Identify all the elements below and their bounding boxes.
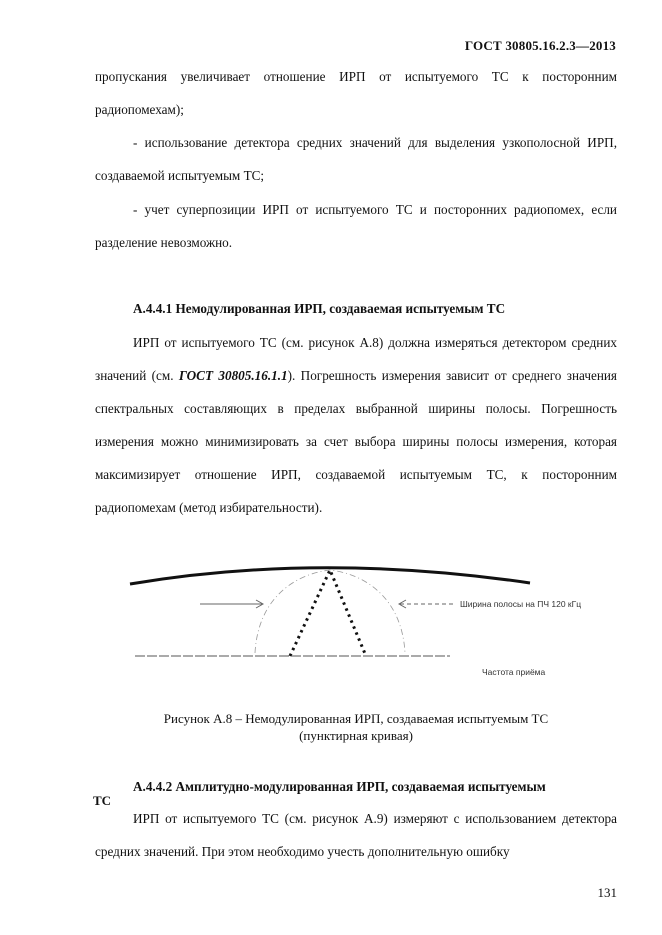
caption-line-1: Рисунок А.8 – Немодулированная ИРП, создаваемая испытуемым ТС: [163, 711, 549, 726]
list-item-detector: - использование детектора средних значений для выделения узкополосной ИРП, создаваемой испытуемым ТС;: [95, 135, 617, 183]
paragraph-a441-text-b: ). Погрешность измерения зависит от среднего значения спектральных составляющих в пределах выбранной ширины полосы. Погрешность измерения можно минимизировать за счет выбора ширины полосы измерения, которая максимизирует отношение ИРП, создаваемой испытуемым ТС, к посторонним радиопомехам (метод избирательности).: [95, 368, 617, 515]
standard-reference: ГОСТ 30805.16.1.1: [178, 368, 288, 383]
page-number: 131: [597, 885, 617, 900]
bandwidth-label: Ширина полосы на ПЧ 120 кГц: [460, 599, 582, 609]
section-heading-a441: А.4.4.1 Немодулированная ИРП, создаваемая испытуемым ТС: [133, 301, 506, 316]
document-code-header: ГОСТ 30805.16.2.3—2013: [464, 38, 616, 53]
figure-a8-spectrum-diagram: [120, 558, 582, 688]
if-filter-passband-curve: [255, 570, 405, 653]
paragraph-a441-body: [95, 326, 617, 524]
frequency-axis-label: Частота приёма: [482, 667, 546, 677]
paragraph-continuation: пропускания увеличивает отношение ИРП от испытуемого ТС к посторонним радиопомехам);: [95, 69, 617, 117]
paragraph-a442-body: ИРП от испытуемого ТС (см. рисунок А.9) измеряют с использованием детектора средних значений. При этом необходимо учесть дополнительную ошибку: [95, 811, 617, 859]
paragraph-a441-text-a: ИРП от испытуемого ТС (см. рисунок А.8) должна измеряться детектором средних значений (см.: [95, 335, 617, 383]
section-heading-a442-tail: ТС: [93, 793, 112, 808]
section-heading-a442: А.4.4.2 Амплитудно-модулированная ИРП, создаваемая испытуемым: [133, 779, 546, 794]
unmodulated-disturbance-dotted-curve: [290, 570, 366, 656]
list-item-superposition: - учет суперпозиции ИРП от испытуемого ТС и посторонних радиопомех, если разделение невозможно.: [95, 202, 617, 250]
figure-caption: [95, 710, 617, 744]
caption-line-2: (пунктирная кривая): [299, 728, 413, 743]
